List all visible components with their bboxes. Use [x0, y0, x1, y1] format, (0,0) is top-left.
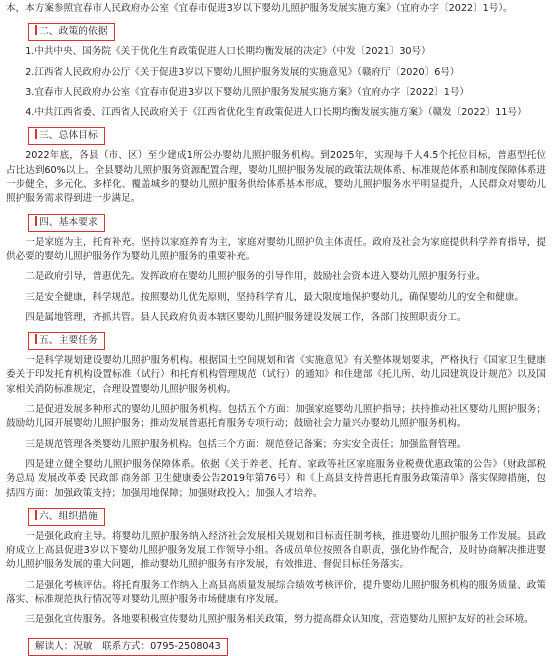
section-heading-measures: 六、组织措施	[28, 508, 105, 526]
task-paragraph: 二是促进发展多种形式的婴幼儿照护服务机构。包括五个方面：加强家庭婴幼儿照护指导；扶持推动社区婴幼儿照护服务；鼓励幼儿园开展婴幼儿照护服务；推动发展普惠托育服务专项行动；鼓励社会力量兴办婴幼儿照护服务机构。	[6, 404, 546, 430]
section-heading-tasks: 五、主要任务	[28, 332, 105, 350]
requirement-paragraph: 四是属地管理，齐抓共管。县人民政府负责本辖区婴幼儿照护服务建设发展工作，各部门按照职责分工。	[25, 311, 467, 323]
heading-marker-icon	[35, 129, 37, 139]
requirement-paragraph: 二是政府引导，普惠优先。发挥政府在婴幼儿照护服务的引导作用，鼓励社会资本进入婴幼儿照护服务行业。	[25, 271, 486, 283]
section-heading-basis: 二、政策的依据	[28, 23, 115, 41]
task-paragraph: 四是建立健全婴幼儿照护服务保障体系。依据《关于养老、托育、家政等社区家庭服务业税费优惠政策的公告》（财政部税务总局 发展改革委 民政部 商务部 卫生健康委公告2019年第76号）和《上高县支持普惠托育服务政策清单》落实保障措施，包括四方面：加强政策支持；加强用地保障；加强财政投入；加强人才培养。	[6, 458, 546, 499]
heading-marker-icon	[35, 25, 37, 35]
heading-marker-icon	[35, 216, 37, 226]
heading-marker-icon	[35, 334, 37, 344]
basis-item: 3.宜春市人民政府办公室《宜春市促进3岁以下婴幼儿照护服务发展实施方案》（宜府办字〔2022〕1号）	[25, 86, 470, 98]
goals-paragraph: 2022年底，各县（市、区）至少建成1所公办婴幼儿照护服务机构。到2025年，实现每千人4.5个托位目标，普惠型托位占比达到60%以上。全县婴幼儿照护服务资源配置合理，婴幼儿照护服务发展的政策法规体系、标准规范体系和制度保障体系进一步健全，多元化、多样化、覆盖城乡的婴幼儿照护服务供给体系基本形成，婴幼儿照护服务水平明显提升，人民群众对婴幼儿照护服务需求得到进一步满足。	[6, 150, 546, 205]
measure-paragraph: 一是强化政府主导。将婴幼儿照护服务纳入经济社会发展相关规划和目标责任制考核，推进婴幼儿照护服务工作发展。县政府成立上高县促进3岁以下婴幼儿照护服务发展工作领导小组。各成员单位按照各自职责，强化协作配合，及时协商解决推进婴幼儿照护服务发展的重大问题，推动婴幼儿照护服务有序发展，有效推进、督促目标任务落实。	[6, 530, 546, 571]
measure-paragraph: 三是强化宣传服务。各地要积极宣传婴幼儿照护服务相关政策，努力提高群众认知度，营造婴幼儿照护友好的社会环境。	[25, 614, 534, 626]
section-heading-goals: 三、总体目标	[28, 127, 105, 145]
section-heading-requirements: 四、基本要求	[28, 214, 105, 232]
basis-item: 2.江西省人民政府办公厅《关于促进3岁以下婴幼儿照护服务发展的实施意见》（赣府厅〔2020〕6号）	[25, 66, 460, 78]
document-body	[6, 2, 546, 656]
measure-paragraph: 二是强化考核评估。将托育服务工作纳入上高县高质量发展综合绩效考核评价，提升婴幼儿照护服务机构的服务质量、政策落实、标准规范执行情况等对婴幼儿照护服务市场健康有序发展。	[6, 579, 546, 606]
basis-item: 4.中共江西省委、江西省人民政府关于《江西省优化生育政策促进人口长期均衡发展实施方案》（赣发〔2022〕11号）	[25, 107, 527, 119]
requirement-paragraph: 三是安全健康，科学规范。按照婴幼儿优先原则，坚持科学育儿，最大限度地保护婴幼儿，确保婴幼儿的安全和健康。	[25, 291, 525, 303]
intro-paragraph: 本，本方案参照宜春市人民政府办公室《宜春市促进3岁以下婴幼儿照护服务发展实施方案》（宜府办字〔2022〕1号）。	[6, 3, 513, 14]
contact-info: 解读人：况敏 联系方式：0795-2508043	[28, 638, 228, 656]
basis-item: 1.中共中央、国务院《关于优化生育政策促进人口长期均衡发展的决定》（中发〔2021〕30号）	[25, 46, 431, 58]
task-paragraph: 三是规范管理各类婴幼儿照护服务机构。包括三个方面：规范登记备案；夯实安全责任；加强监督管理。	[25, 438, 467, 450]
requirement-paragraph: 一是家庭为主，托育补充。坚持以家庭养育为主，家庭对婴幼儿照护负主体责任。政府及社会为家庭提供科学养育指导，提供必要的婴幼儿照护服务作为婴幼儿照护服务的重要补充。	[6, 236, 546, 262]
heading-marker-icon	[35, 510, 37, 520]
task-paragraph: 一是科学规划建设婴幼儿照护服务机构。根据国土空间规划和省《实施意见》有关整体规划要求，严格执行《国家卫生健康委关于印发托育机构设置标准（试行）和托育机构管理规范（试行）的通知》和住建部《托儿所、幼儿园建筑设计规范》以及国家相关消防标准规定，合理设置婴幼儿照护服务机构。	[6, 355, 546, 395]
